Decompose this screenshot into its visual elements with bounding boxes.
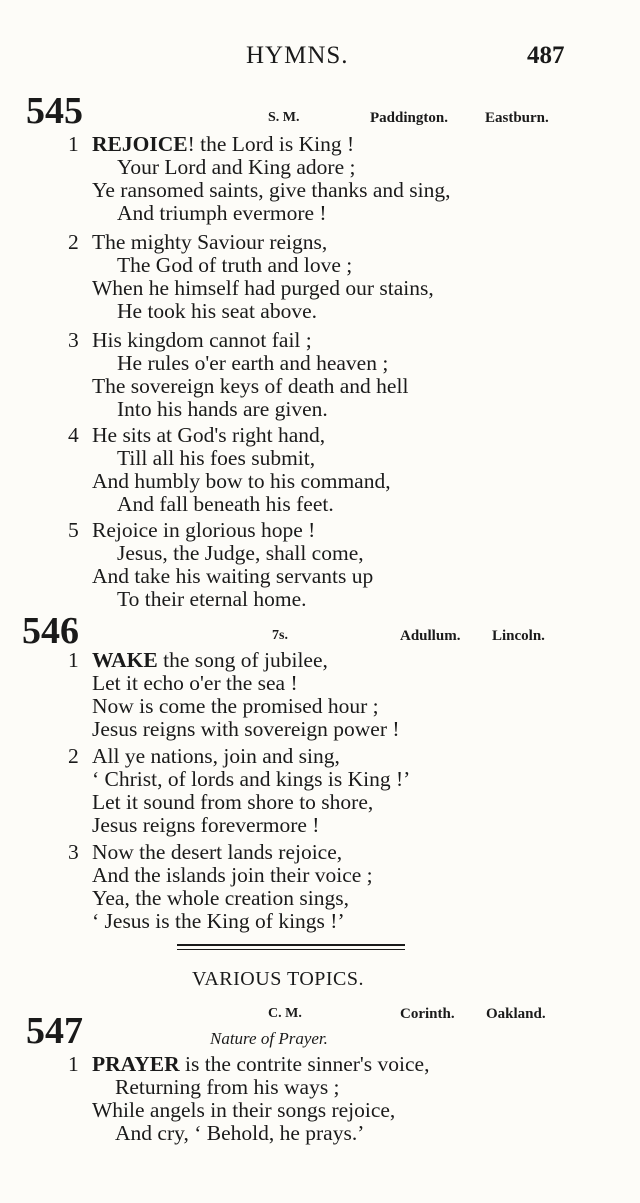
hymn-line: The mighty Saviour reigns, <box>92 230 328 254</box>
stanza-number: 1 <box>68 132 79 156</box>
first-word: REJOICE <box>92 132 188 156</box>
page-number: 487 <box>527 42 565 69</box>
hymn-line: Jesus reigns forevermore ! <box>92 813 320 837</box>
hymn-line: And take his waiting servants up <box>92 564 374 588</box>
tune-name: Corinth. <box>400 1006 455 1022</box>
section-title: VARIOUS TOPICS. <box>192 968 365 990</box>
hymn-number: 547 <box>26 1010 83 1052</box>
hymn-line: All ye nations, join and sing, <box>92 744 340 768</box>
first-word: WAKE <box>92 648 158 672</box>
hymn-line: Yea, the whole creation sings, <box>92 886 349 910</box>
hymn-line: Ye ransomed saints, give thanks and sing, <box>92 178 451 202</box>
tune-name: Oakland. <box>486 1006 546 1022</box>
hymn-line: Now is come the promised hour ; <box>92 694 379 718</box>
hymn-line: He sits at God's right hand, <box>92 423 326 447</box>
hymn-line: His kingdom cannot fail ; <box>92 328 312 352</box>
hymn-line: And cry, ‘ Behold, he prays.’ <box>115 1121 365 1145</box>
hymn-line: WAKE the song of jubilee, <box>92 648 328 672</box>
hymn-line: And triumph evermore ! <box>117 201 327 225</box>
tune-name: Adullum. <box>400 628 461 644</box>
metre: S. M. <box>268 110 300 125</box>
hymn-line: The God of truth and love ; <box>117 253 353 277</box>
hymn-line: Returning from his ways ; <box>115 1075 340 1099</box>
tune-name: Eastburn. <box>485 110 549 126</box>
metre: 7s. <box>272 628 288 643</box>
hymn-line: Let it echo o'er the sea ! <box>92 671 298 695</box>
tune-name: Paddington. <box>370 110 448 126</box>
hymn-line: Let it sound from shore to shore, <box>92 790 374 814</box>
stanza-number: 2 <box>68 230 79 254</box>
hymn-line: Your Lord and King adore ; <box>117 155 356 179</box>
hymn-subtitle: Nature of Prayer. <box>210 1029 328 1048</box>
stanza-number: 5 <box>68 518 79 542</box>
hymn-line: And the islands join their voice ; <box>92 863 373 887</box>
running-header: HYMNS. <box>246 42 349 69</box>
hymn-line: PRAYER is the contrite sinner's voice, <box>92 1052 430 1076</box>
section-divider-bottom <box>177 949 405 950</box>
hymn-line: ‘ Christ, of lords and kings is King !’ <box>92 767 411 791</box>
metre: C. M. <box>268 1006 302 1021</box>
hymn-line: Now the desert lands rejoice, <box>92 840 343 864</box>
tune-name: Lincoln. <box>492 628 545 644</box>
hymn-line: He rules o'er earth and heaven ; <box>117 351 389 375</box>
hymn-line: REJOICE! the Lord is King ! <box>92 132 355 156</box>
stanza-number: 2 <box>68 744 79 768</box>
hymn-line: He took his seat above. <box>117 299 318 323</box>
hymn-line: Into his hands are given. <box>117 397 328 421</box>
hymn-line: The sovereign keys of death and hell <box>92 374 409 398</box>
hymn-line: And humbly bow to his command, <box>92 469 391 493</box>
first-word: PRAYER <box>92 1052 180 1076</box>
stanza-number: 4 <box>68 423 79 447</box>
hymn-number: 546 <box>22 610 79 652</box>
stanza-number: 3 <box>68 328 79 352</box>
stanza-number: 3 <box>68 840 79 864</box>
stanza-number: 1 <box>68 648 79 672</box>
stanza-number: 1 <box>68 1052 79 1076</box>
hymn-line: And fall beneath his feet. <box>117 492 334 516</box>
hymn-line: To their eternal home. <box>117 587 307 611</box>
hymn-line: Jesus reigns with sovereign power ! <box>92 717 400 741</box>
hymn-number: 545 <box>26 90 83 132</box>
hymn-line: Till all his foes submit, <box>117 446 316 470</box>
hymn-line: When he himself had purged our stains, <box>92 276 434 300</box>
hymn-line: Rejoice in glorious hope ! <box>92 518 316 542</box>
hymn-line: ‘ Jesus is the King of kings !’ <box>92 909 345 933</box>
section-divider-top <box>177 944 405 946</box>
hymn-line: Jesus, the Judge, shall come, <box>117 541 364 565</box>
hymn-line: While angels in their songs rejoice, <box>92 1098 396 1122</box>
